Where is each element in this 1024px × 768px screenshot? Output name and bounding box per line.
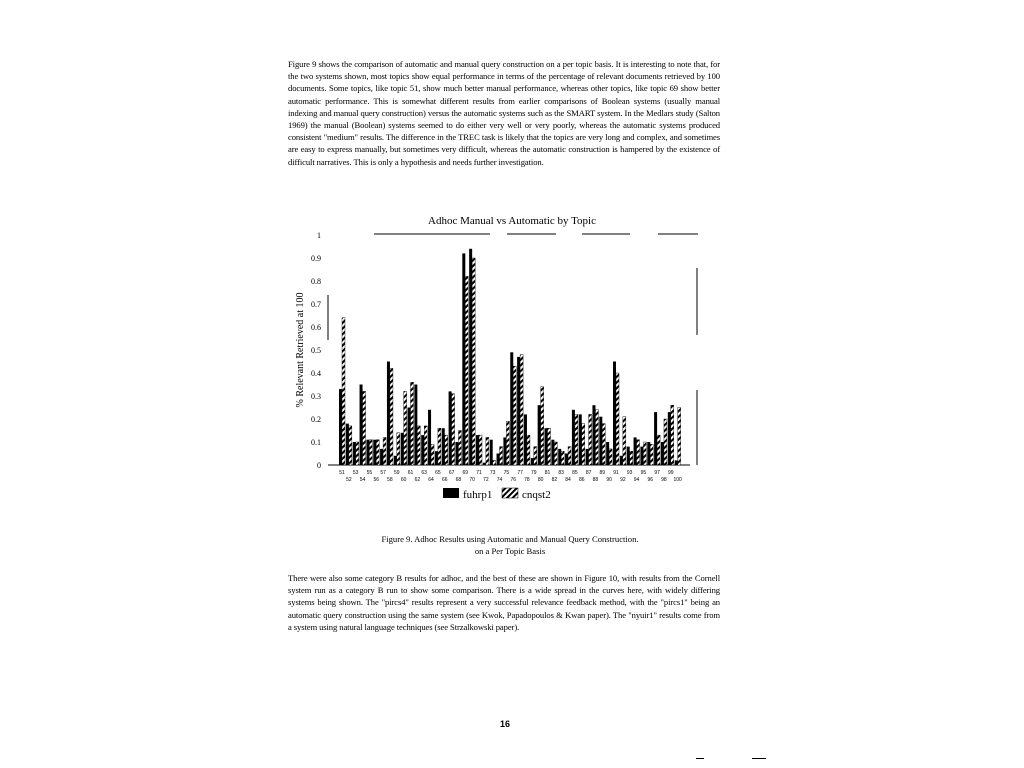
bar-cnqst2-79 <box>534 447 537 465</box>
bar-cnqst2-65 <box>438 428 441 465</box>
bar-fuhrp1-69 <box>462 253 465 465</box>
bar-cnqst2-62 <box>417 426 420 465</box>
x-tick-label: 57 <box>380 470 386 476</box>
bar-fuhrp1-91 <box>613 362 616 466</box>
bar-fuhrp1-73 <box>490 440 493 465</box>
x-tick-label: 78 <box>524 477 530 483</box>
x-tick-label: 80 <box>537 477 544 483</box>
bar-cnqst2-78 <box>527 435 530 465</box>
bar-cnqst2-100 <box>678 408 681 466</box>
legend-label-cnqst2: cnqst2 <box>522 489 551 501</box>
bar-fuhrp1-58 <box>387 362 390 466</box>
bar-fuhrp1-82 <box>551 440 554 465</box>
bar-cnqst2-73 <box>493 460 496 465</box>
bar-cnqst2-64 <box>431 444 434 465</box>
bar-fuhrp1-61 <box>408 408 411 466</box>
x-tick-label: 93 <box>626 470 633 476</box>
bar-fuhrp1-52 <box>346 424 349 465</box>
scan-artifact-mark <box>696 758 704 759</box>
x-tick-label: 98 <box>661 477 667 483</box>
legend-swatch-fuhrp1 <box>443 488 459 498</box>
bar-fuhrp1-68 <box>455 442 458 465</box>
bar-cnqst2-66 <box>445 435 448 465</box>
bar-fuhrp1-71 <box>476 435 479 465</box>
bar-cnqst2-95 <box>643 442 646 465</box>
chart-title: Adhoc Manual vs Automatic by Topic <box>428 215 596 227</box>
bar-fuhrp1-85 <box>572 410 575 465</box>
x-tick-label: 60 <box>400 477 407 483</box>
bar-fuhrp1-88 <box>592 405 595 465</box>
bar-cnqst2-90 <box>609 449 612 465</box>
bar-cnqst2-76 <box>513 366 516 465</box>
bar-fuhrp1-55 <box>366 440 369 465</box>
bar-cnqst2-58 <box>390 368 393 465</box>
bar-cnqst2-93 <box>630 451 633 465</box>
bar-fuhrp1-62 <box>414 385 417 466</box>
x-tick-label: 88 <box>592 477 599 483</box>
x-tick-label: 95 <box>640 470 647 476</box>
bar-cnqst2-87 <box>589 414 592 465</box>
x-tick-label: 96 <box>647 477 654 483</box>
bar-cnqst2-96 <box>650 444 653 465</box>
bar-cnqst2-63 <box>424 426 427 465</box>
bar-fuhrp1-92 <box>620 456 623 465</box>
y-tick-label: 1 <box>317 231 321 240</box>
x-tick-label: 74 <box>496 477 503 483</box>
x-tick-label: 55 <box>366 470 373 476</box>
bar-fuhrp1-67 <box>449 391 452 465</box>
bar-fuhrp1-53 <box>353 442 356 465</box>
bar-cnqst2-69 <box>465 276 468 465</box>
x-tick-label: 56 <box>373 477 380 483</box>
x-tick-label: 64 <box>428 477 434 483</box>
bar-fuhrp1-54 <box>360 385 363 466</box>
bar-cnqst2-74 <box>500 447 503 465</box>
x-tick-label: 99 <box>668 470 674 476</box>
x-tick-label: 82 <box>551 477 558 483</box>
x-tick-label: 65 <box>435 470 441 476</box>
bar-fuhrp1-65 <box>435 451 438 465</box>
bar-cnqst2-51 <box>342 318 345 465</box>
x-tick-label: 75 <box>503 470 510 476</box>
bar-fuhrp1-96 <box>647 442 650 465</box>
y-tick-label: 0.2 <box>311 415 321 424</box>
bar-cnqst2-82 <box>554 442 557 465</box>
bar-fuhrp1-95 <box>640 447 643 465</box>
bar-fuhrp1-90 <box>606 442 609 465</box>
bar-fuhrp1-64 <box>428 410 431 465</box>
bar-cnqst2-53 <box>356 442 359 465</box>
bar-cnqst2-91 <box>616 373 619 465</box>
x-tick-label: 77 <box>517 470 523 476</box>
body-paragraph-2: There were also some category B results for adhoc, and the best of these are shown in Figure 10, with results from the Cornell system run as a category B run to show some comparison. There is a wide spread in the curves here, with widely differing systems being shown. The "pircs4" results represent a very successful relevance feedback method, with the "pircs1" being an automatic query construction using the same system (see Kwok, Papadopoulos & Kwan paper). The "nyuir1" results come from a system using natural language techniques (see Strzalkowski paper). <box>288 573 720 632</box>
bar-fuhrp1-81 <box>545 428 548 465</box>
bar-cnqst2-85 <box>575 414 578 465</box>
bar-cnqst2-81 <box>548 428 551 465</box>
y-tick-label: 0.9 <box>311 254 321 263</box>
bar-fuhrp1-89 <box>599 417 602 465</box>
bar-fuhrp1-87 <box>586 449 589 465</box>
page-number: 16 <box>500 719 511 729</box>
y-tick-label: 0.7 <box>311 300 321 309</box>
legend <box>443 488 551 501</box>
x-tick-label: 53 <box>352 470 359 476</box>
x-tick-label: 81 <box>544 470 551 476</box>
x-tick-label: 76 <box>510 477 517 483</box>
x-tick-label: 70 <box>469 477 475 483</box>
bar-fuhrp1-83 <box>558 449 561 465</box>
scan-artifact-mark <box>752 758 766 759</box>
x-tick-label: 63 <box>421 470 427 476</box>
x-tick-label: 68 <box>455 477 462 483</box>
bar-fuhrp1-56 <box>373 440 376 465</box>
x-tick-label: 61 <box>407 470 414 476</box>
body-paragraph-1: Figure 9 shows the comparison of automatic and manual query construction on a per topic basis. It is interesting to note that, for the two systems shown, most topics show equal performance in terms of the percentage of relevant documents retrieved by 100 documents. Some topics, like topic 51, show much better manual performance, whereas other topics, like topic 69 show better automatic performance. This is somewhat different results from earlier comparisons of Boolean systems (usually manual indexing and manual query construction) versus the automatic systems such as the SMART system. In the Medlars study (Salton 1969) the manual (Boolean) systems seemed to do either very well or very poorly, whereas the automatic systems produced consistent "medium" results. The difference in the TREC task is likely that the topics are very long and complex, and sometimes are easy to express manually, but sometimes very difficult, whereas the automatic construction is hampered by the existence of difficult narratives. This is only a hypothesis and needs further investigation. <box>288 59 720 167</box>
bar-cnqst2-99 <box>671 405 674 465</box>
bar-fuhrp1-86 <box>579 414 582 465</box>
bar-cnqst2-57 <box>383 437 386 465</box>
y-tick-label: 0.4 <box>311 369 321 378</box>
legend-label-fuhrp1: fuhrp1 <box>463 489 493 501</box>
bar-fuhrp1-63 <box>421 435 424 465</box>
x-tick-label: 85 <box>572 470 578 476</box>
y-tick-label: 0.5 <box>311 346 321 355</box>
y-tick-label: 0.8 <box>311 277 321 286</box>
x-tick-label: 83 <box>558 470 564 476</box>
x-tick-label: 73 <box>489 470 496 476</box>
y-tick-label: 0.3 <box>311 392 321 401</box>
x-tick-label: 89 <box>599 470 606 476</box>
x-tick-label: 71 <box>476 470 482 476</box>
bar-chart <box>290 210 710 510</box>
bar-fuhrp1-70 <box>469 249 472 465</box>
bar-cnqst2-54 <box>363 391 366 465</box>
bar-fuhrp1-76 <box>510 352 513 465</box>
bar-fuhrp1-98 <box>661 442 664 465</box>
bar-cnqst2-97 <box>657 435 660 465</box>
bar-fuhrp1-51 <box>339 389 342 465</box>
bar-fuhrp1-78 <box>524 414 527 465</box>
bar-cnqst2-61 <box>411 382 414 465</box>
bar-cnqst2-77 <box>520 355 523 465</box>
x-tick-label: 51 <box>339 470 345 476</box>
x-tick-label: 62 <box>414 477 421 483</box>
bar-cnqst2-75 <box>506 421 509 465</box>
x-tick-label: 67 <box>448 470 455 476</box>
bar-cnqst2-92 <box>623 417 626 465</box>
bar-fuhrp1-77 <box>517 357 520 465</box>
figure-caption-line-2: on a Per Topic Basis <box>474 546 546 556</box>
x-tick-label: 94 <box>633 477 640 483</box>
bar-cnqst2-83 <box>561 451 564 465</box>
bar-fuhrp1-74 <box>497 454 500 466</box>
legend-swatch-cnqst2 <box>502 488 518 498</box>
bar-fuhrp1-59 <box>394 456 397 465</box>
bar-fuhrp1-75 <box>503 437 506 465</box>
x-tick-label: 69 <box>462 470 469 476</box>
bar-cnqst2-67 <box>452 394 455 465</box>
bar-cnqst2-98 <box>664 419 667 465</box>
x-tick-label: 72 <box>483 477 489 483</box>
y-tick-label: 0.6 <box>311 323 321 332</box>
x-tick-label: 87 <box>585 470 592 476</box>
bar-cnqst2-88 <box>595 410 598 465</box>
x-tick-label: 92 <box>620 477 626 483</box>
bar-cnqst2-55 <box>369 440 372 465</box>
bar-cnqst2-71 <box>479 435 482 465</box>
x-tick-label: 100 <box>673 477 682 483</box>
bar-cnqst2-86 <box>582 424 585 465</box>
bar-cnqst2-84 <box>568 447 571 465</box>
bar-cnqst2-94 <box>637 440 640 465</box>
x-tick-label: 91 <box>613 470 619 476</box>
bar-fuhrp1-93 <box>627 447 630 465</box>
bar-fuhrp1-80 <box>538 405 541 465</box>
y-tick-label: 0 <box>317 461 321 470</box>
x-tick-label: 52 <box>346 477 352 483</box>
x-tick-label: 66 <box>441 477 448 483</box>
bar-fuhrp1-72 <box>483 463 486 465</box>
bar-fuhrp1-60 <box>401 433 404 465</box>
bar-fuhrp1-99 <box>668 412 671 465</box>
bar-cnqst2-72 <box>486 437 489 465</box>
bar-cnqst2-89 <box>602 424 605 465</box>
bar-fuhrp1-84 <box>565 454 568 466</box>
bar-fuhrp1-94 <box>634 437 637 465</box>
x-tick-label: 58 <box>387 477 393 483</box>
y-axis-label: % Relevant Retrieved at 100 <box>295 292 306 408</box>
bar-fuhrp1-79 <box>531 458 534 465</box>
x-tick-label: 79 <box>531 470 537 476</box>
bar-fuhrp1-66 <box>442 428 445 465</box>
bar-fuhrp1-97 <box>654 412 657 465</box>
bar-cnqst2-56 <box>376 440 379 465</box>
bar-fuhrp1-57 <box>380 449 383 465</box>
bar-cnqst2-70 <box>472 258 475 465</box>
x-tick-label: 54 <box>359 477 366 483</box>
bar-fuhrp1-100 <box>675 460 678 465</box>
bar-cnqst2-52 <box>349 426 352 465</box>
x-tick-label: 84 <box>565 477 571 483</box>
x-tick-label: 90 <box>606 477 612 483</box>
bar-cnqst2-59 <box>397 433 400 465</box>
x-tick-label: 59 <box>394 470 400 476</box>
bar-cnqst2-80 <box>541 387 544 465</box>
y-tick-label: 0.1 <box>311 438 321 447</box>
bar-cnqst2-68 <box>458 431 461 466</box>
x-tick-label: 97 <box>654 470 660 476</box>
figure-caption-line-1: Figure 9. Adhoc Results using Automatic and Manual Query Construction. <box>381 534 639 544</box>
bar-cnqst2-60 <box>404 391 407 465</box>
x-tick-label: 86 <box>578 477 585 483</box>
